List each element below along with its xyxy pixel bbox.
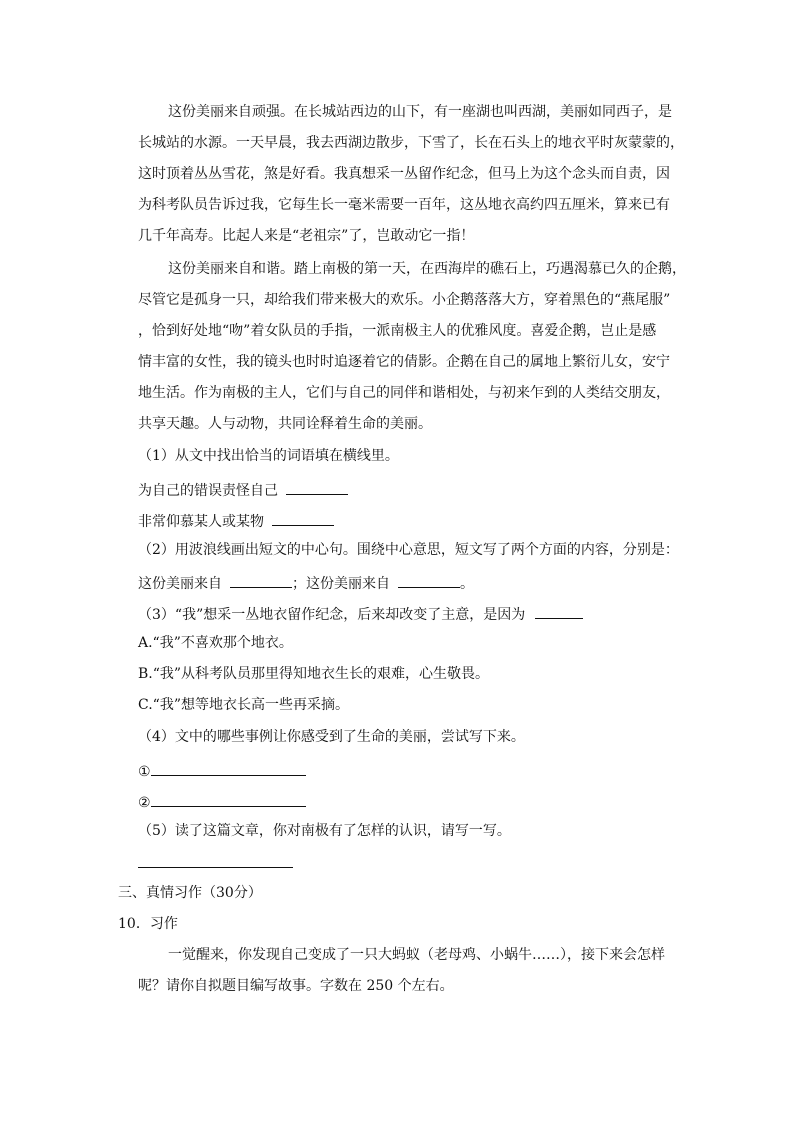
q1-item-b-text: 非常仰慕某人或某物 bbox=[138, 514, 264, 530]
section3-heading: 三、真情习作（30分） bbox=[118, 885, 262, 901]
q10-task-line-2: 呢？请你自拟题目编写故事。字数在 250 个左右。 bbox=[138, 978, 454, 994]
passage-p1-line-4: 为科考队员告诉过我，它每生长一毫米需要一百年，这丛地衣高约四五厘米，算来已有 bbox=[138, 197, 670, 213]
q3-answer-blank[interactable] bbox=[535, 604, 583, 619]
q4-answer-2 bbox=[138, 792, 306, 811]
q2-separator: ；这份美丽来自 bbox=[292, 576, 390, 592]
q3-option-c[interactable]: C.“我”想等地衣长高一些再采摘。 bbox=[138, 697, 349, 713]
passage-p1-line-1: 这份美丽来自顽强。在长城站西边的山下，有一座湖也叫西湖，美丽如同西子，是 bbox=[168, 104, 672, 120]
q2-answer-blank-a[interactable] bbox=[230, 573, 292, 588]
passage-p2-line-4: 情丰富的女性，我的镜头也时时追逐着它的倩影。企鹅在自己的属地上繁衍儿女，安宁 bbox=[138, 354, 670, 370]
q1-item-a-text: 为自己的错误责怪自己 bbox=[138, 483, 278, 499]
q2-part-a: 这份美丽来自 bbox=[138, 576, 222, 592]
passage-p2-line-5: 地生活。作为南极的主人，它们与自己的同伴和谐相处，与初来乍到的人类结交朋友， bbox=[138, 385, 670, 401]
q4-prompt: （4）文中的哪些事例让你感受到了生命的美丽，尝试写下来。 bbox=[138, 729, 525, 745]
q1-prompt: （1）从文中找出恰当的词语填在横线里。 bbox=[138, 448, 399, 464]
q3-option-a[interactable]: A.“我”不喜欢那个地衣。 bbox=[138, 635, 293, 651]
passage-p1-line-5: 几千年高寿。比起人来是“老祖宗”了，岂敢动它一指！ bbox=[138, 228, 475, 244]
q2-prompt: （2）用波浪线画出短文的中心句。围绕中心意思，短文写了两个方面的内容，分别是： bbox=[138, 542, 679, 558]
q5-answer-line bbox=[138, 853, 293, 872]
q1-answer-blank-a[interactable] bbox=[286, 480, 348, 495]
passage-p2-line-1: 这份美丽来自和谐。踏上南极的第一天，在西海岸的礁石上，巧遇渴慕已久的企鹅， bbox=[168, 261, 686, 277]
q1-item-a bbox=[138, 480, 348, 499]
passage-p2-line-3: ，恰到好处地“吻”着女队员的手指，一派南极主人的优雅风度。喜爱企鹅，岂止是感 bbox=[138, 323, 657, 339]
q1-item-b bbox=[138, 511, 334, 530]
q10-label: 10．习作 bbox=[118, 916, 178, 932]
q4-marker-1: ① bbox=[138, 764, 151, 780]
q10-task-line-1: 一觉醒来，你发现自己变成了一只大蚂蚁（老母鸡、小蜗牛……），接下来会怎样 bbox=[168, 947, 665, 963]
q2-answer-line bbox=[138, 573, 474, 592]
q3-prompt-line bbox=[138, 604, 583, 623]
passage-p1-line-3: 这时顶着丛丛雪花，煞是好看。我真想采一丛留作纪念，但马上为这个念头而自责，因 bbox=[138, 166, 670, 182]
q3-prompt: （3）“我”想采一丛地衣留作纪念，后来却改变了主意，是因为 bbox=[138, 607, 526, 623]
q5-prompt: （5）读了这篇文章，你对南极有了怎样的认识，请写一写。 bbox=[138, 823, 511, 839]
q4-answer-1 bbox=[138, 761, 306, 780]
q4-marker-2: ② bbox=[138, 795, 151, 811]
q4-answer-blank-2[interactable] bbox=[151, 792, 306, 807]
q4-answer-blank-1[interactable] bbox=[151, 761, 306, 776]
passage-p2-line-6: 共享天趣。人与动物，共同诠释着生命的美丽。 bbox=[138, 416, 432, 432]
q2-answer-blank-b[interactable] bbox=[398, 573, 460, 588]
q2-end: 。 bbox=[460, 576, 474, 592]
q1-answer-blank-b[interactable] bbox=[272, 511, 334, 526]
q5-answer-blank[interactable] bbox=[138, 853, 293, 868]
passage-p2-line-2: 尽管它是孤身一只，却给我们带来极大的欢乐。小企鹅落落大方，穿着黑色的“燕尾服” bbox=[138, 292, 671, 308]
q3-option-b[interactable]: B.“我”从科考队员那里得知地衣生长的艰难，心生敬畏。 bbox=[138, 666, 490, 682]
passage-p1-line-2: 长城站的水源。一天早晨，我去西湖边散步，下雪了，长在石头上的地衣平时灰蒙蒙的， bbox=[138, 135, 684, 151]
